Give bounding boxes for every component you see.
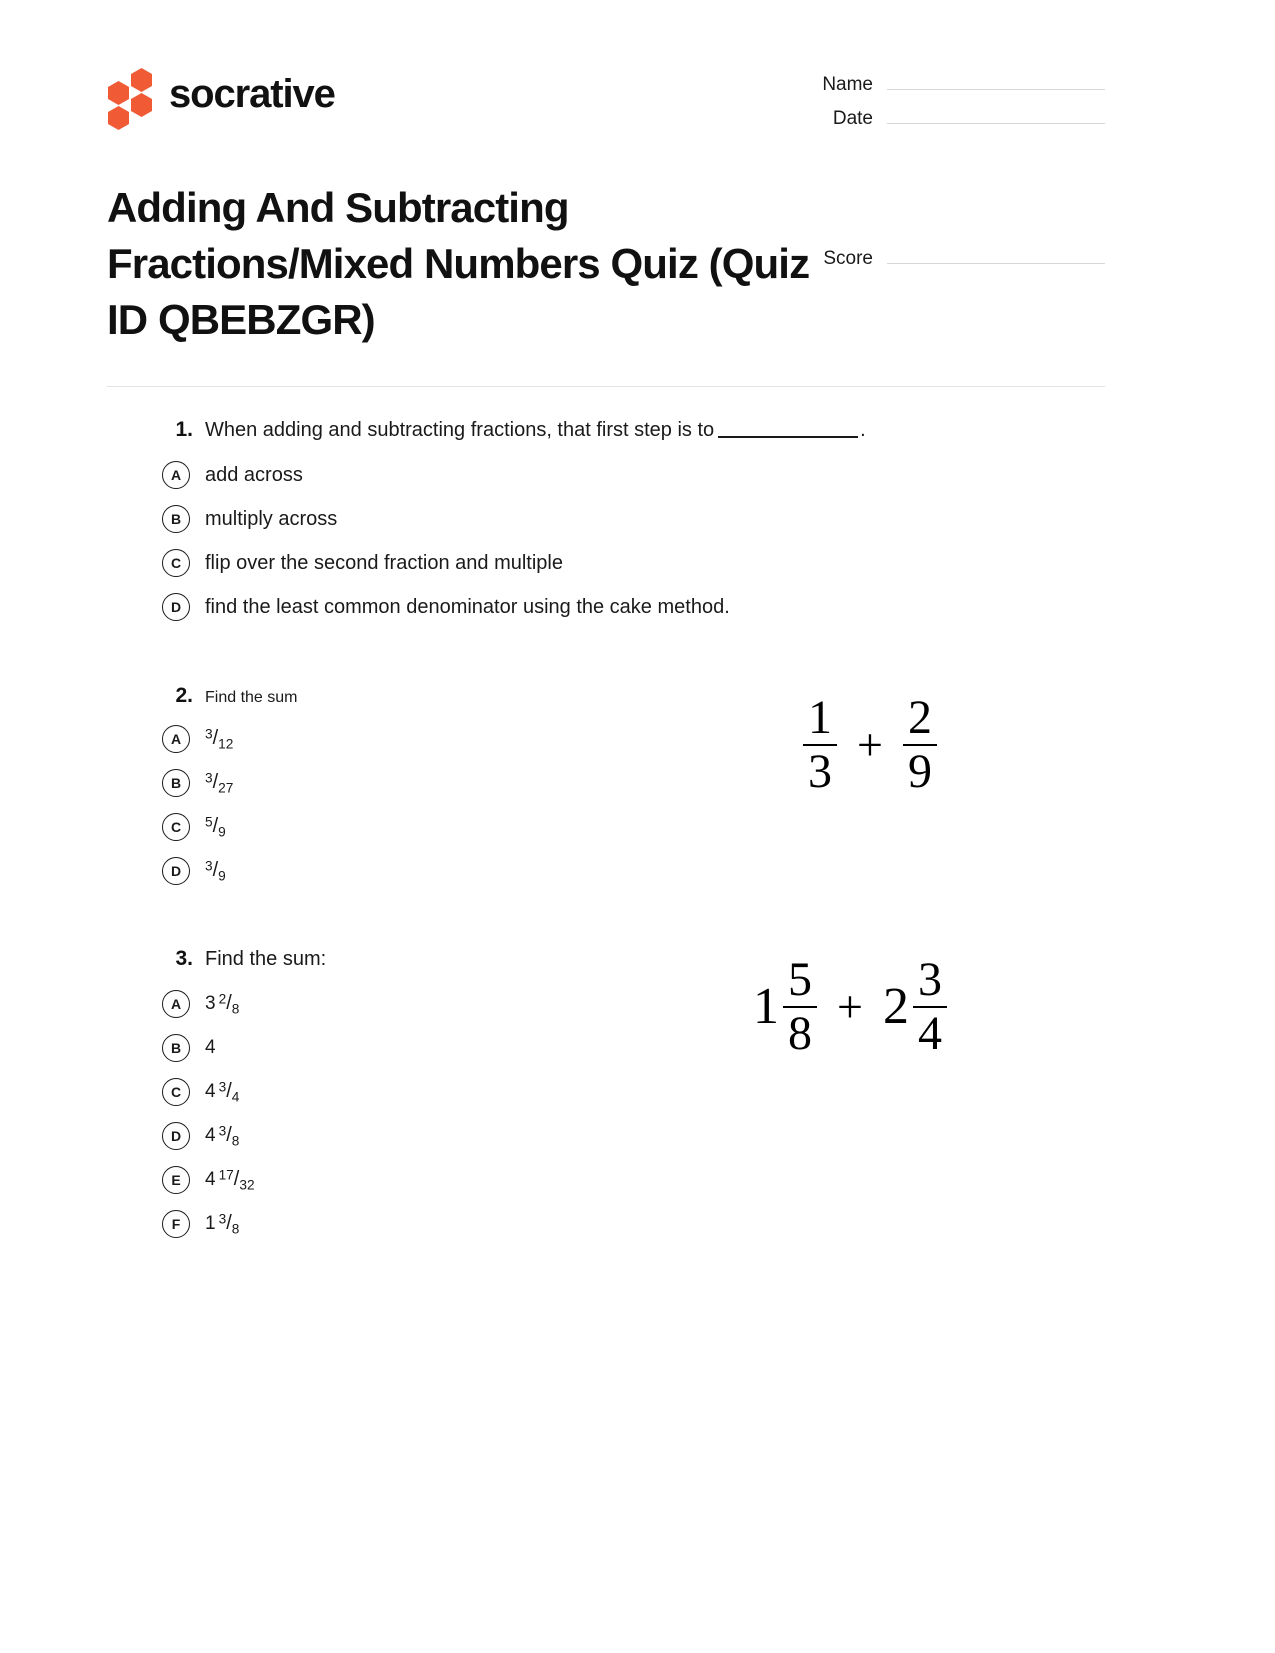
date-input-line[interactable] — [887, 110, 1105, 124]
socrative-hexagon-icon — [107, 68, 153, 120]
choice-bubble-f[interactable]: F — [162, 1210, 190, 1238]
choice-1c[interactable] — [162, 548, 1105, 578]
numerator: 17 — [218, 1167, 234, 1183]
choice-3c[interactable] — [162, 1077, 1105, 1107]
whole-number: 4 — [205, 1036, 216, 1058]
whole-number: 2 — [883, 978, 909, 1036]
choice-1b[interactable] — [162, 504, 1105, 534]
denominator: 3 — [808, 744, 833, 798]
numerator: 1 — [808, 690, 833, 744]
numerator: 5 — [205, 814, 213, 830]
choice-2d[interactable] — [162, 856, 1105, 886]
choice-bubble-c[interactable]: C — [162, 549, 190, 577]
choice-label-a — [205, 992, 239, 1016]
denominator: 8 — [231, 1221, 240, 1237]
name-label: Name — [822, 74, 873, 95]
name-field-row — [795, 74, 1105, 96]
question-3 — [107, 946, 1105, 1239]
choice-label-d: find the least common denominator using the cake method. — [205, 595, 730, 618]
fraction-slash: / — [226, 1080, 232, 1103]
question-2-head — [107, 684, 1105, 709]
plus-operator: + — [857, 718, 883, 770]
fraction-left — [803, 690, 837, 798]
fraction-slash: / — [212, 727, 219, 750]
math-expression — [803, 690, 937, 798]
choice-bubble-c[interactable]: C — [162, 813, 190, 841]
choice-3e[interactable] — [162, 1165, 1105, 1195]
choice-bubble-b[interactable]: B — [162, 769, 190, 797]
question-1-choices — [107, 460, 1105, 622]
numerator: 3 — [205, 858, 213, 874]
choice-bubble-a[interactable]: A — [162, 461, 190, 489]
title-area — [0, 142, 1275, 348]
choice-1d[interactable] — [162, 592, 1105, 622]
hexagon-middle-left — [108, 81, 129, 105]
choice-label-e — [205, 1168, 255, 1192]
numerator: 5 — [788, 953, 813, 1007]
hexagon-bottom-left — [108, 106, 129, 130]
score-input-line[interactable] — [887, 250, 1105, 264]
choice-bubble-d[interactable]: D — [162, 593, 190, 621]
question-3-number: 3. — [175, 947, 193, 971]
question-2-number: 2. — [175, 683, 193, 707]
choice-label-b — [205, 1037, 219, 1060]
math-term-left — [803, 690, 837, 798]
choice-label-c — [205, 1080, 239, 1104]
question-1-prompt — [205, 417, 866, 444]
choice-bubble-c[interactable]: C — [162, 1078, 190, 1106]
choice-label-d — [205, 859, 226, 883]
numerator: 3 — [205, 726, 213, 742]
choice-label-c — [205, 815, 226, 839]
whole-number: 1 — [205, 1213, 216, 1235]
numerator: 3 — [918, 953, 942, 1007]
choice-label-c: flip over the second fraction and multiple — [205, 551, 563, 574]
choice-label-a — [205, 727, 233, 751]
question-2-prompt: Find the sum — [205, 688, 298, 706]
fraction-left — [783, 953, 817, 1061]
whole-number: 4 — [205, 1169, 216, 1191]
fraction-slash: / — [212, 771, 219, 794]
date-field-row — [795, 108, 1105, 130]
page-header — [0, 0, 1275, 142]
denominator: 8 — [231, 1001, 240, 1017]
math-term-left — [753, 953, 817, 1061]
question-1-head — [107, 417, 1105, 444]
choice-1a[interactable] — [162, 460, 1105, 490]
score-label: Score — [823, 248, 873, 269]
numerator: 3 — [218, 1123, 227, 1139]
name-input-line[interactable] — [887, 76, 1105, 90]
socrative-logo — [107, 68, 335, 120]
numerator: 3 — [218, 1211, 227, 1227]
fraction-right — [913, 953, 947, 1061]
numerator: 3 — [205, 770, 213, 786]
hexagon-middle-right — [131, 93, 152, 117]
denominator: 12 — [218, 736, 234, 752]
score-field-row — [823, 248, 1105, 270]
choice-bubble-a[interactable]: A — [162, 725, 190, 753]
choice-3a[interactable] — [162, 989, 1105, 1019]
fraction-slash: / — [212, 815, 219, 838]
fraction-slash: / — [226, 1124, 232, 1147]
hexagon-top-right — [131, 68, 152, 92]
choice-label-d — [205, 1124, 239, 1148]
whole-number: 1 — [753, 978, 780, 1036]
whole-number: 3 — [205, 993, 216, 1015]
numerator: 2 — [908, 690, 932, 744]
fraction-slash: / — [212, 859, 219, 882]
choice-2b[interactable] — [162, 768, 1105, 798]
choice-label-f — [205, 1212, 239, 1236]
math-expression — [753, 953, 947, 1061]
choice-3f[interactable] — [162, 1209, 1105, 1239]
choice-bubble-b[interactable]: B — [162, 505, 190, 533]
question-2 — [107, 684, 1105, 887]
math-term-right — [903, 690, 937, 798]
denominator: 8 — [231, 1133, 240, 1149]
choice-bubble-d[interactable]: D — [162, 1122, 190, 1150]
denominator: 9 — [218, 824, 226, 840]
choice-label-b — [205, 771, 233, 795]
question-3-choices — [107, 989, 1105, 1239]
question-2-math-figure — [803, 690, 937, 798]
denominator: 9 — [908, 744, 932, 798]
choice-3b[interactable] — [162, 1033, 1105, 1063]
choice-2a[interactable] — [162, 724, 1105, 754]
whole-number: 4 — [205, 1125, 216, 1147]
question-2-choices — [107, 718, 1105, 886]
fraction-right — [903, 690, 937, 798]
denominator: 8 — [788, 1007, 813, 1061]
denominator: 9 — [218, 868, 226, 884]
question-1-prompt-tail: . — [860, 418, 866, 441]
question-3-head — [107, 946, 1105, 973]
choice-label-b: multiply across — [205, 507, 338, 530]
question-1-prompt-text: When adding and subtracting fractions, that first step is to — [205, 418, 715, 441]
denominator: 4 — [918, 1007, 942, 1061]
brand-wordmark: socrative — [169, 72, 335, 116]
numerator: 3 — [218, 1079, 227, 1095]
question-3-math-figure — [753, 953, 947, 1061]
choice-bubble-a[interactable]: A — [162, 990, 190, 1018]
choice-bubble-b[interactable]: B — [162, 1034, 190, 1062]
plus-operator: + — [837, 981, 863, 1033]
date-label: Date — [832, 108, 873, 129]
denominator: 27 — [218, 780, 234, 796]
choice-bubble-d[interactable]: D — [162, 857, 190, 885]
page-title: Adding And Subtracting Fractions/Mixed Numbers Quiz (Quiz ID QBEBZGR) — [107, 184, 810, 343]
question-1 — [107, 417, 1105, 622]
whole-number: 4 — [205, 1081, 216, 1103]
denominator: 4 — [231, 1089, 240, 1105]
math-term-right — [883, 953, 947, 1061]
question-3-prompt: Find the sum: — [205, 948, 327, 971]
choice-bubble-e[interactable]: E — [162, 1166, 190, 1194]
fraction-slash: / — [233, 1168, 240, 1191]
choice-2c[interactable] — [162, 812, 1105, 842]
choice-label-a: add across — [205, 463, 303, 486]
numerator: 2 — [218, 991, 227, 1007]
fill-in-blank[interactable] — [718, 426, 858, 438]
header-divider — [107, 386, 1105, 387]
questions-list — [0, 417, 1275, 1240]
denominator: 32 — [239, 1177, 255, 1193]
fraction-slash: / — [226, 1212, 232, 1235]
student-info-fields — [795, 74, 1105, 142]
question-1-number: 1. — [175, 417, 193, 441]
fraction-slash: / — [226, 992, 232, 1015]
choice-3d[interactable] — [162, 1121, 1105, 1151]
